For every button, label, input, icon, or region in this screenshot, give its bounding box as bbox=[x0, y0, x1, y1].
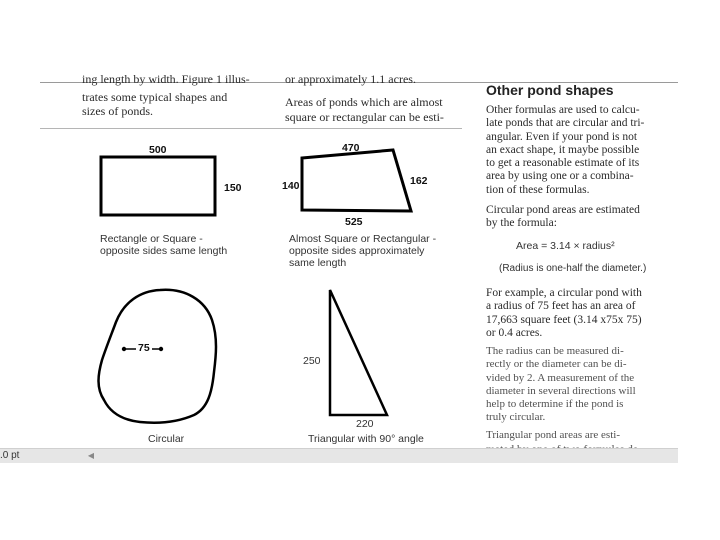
triangle-height-dim: 250 bbox=[303, 355, 321, 367]
circle-radius-dim: 75 bbox=[138, 342, 150, 354]
mid-line-1: Areas of ponds which are almost bbox=[285, 95, 443, 109]
paragraph-radius-measure bbox=[486, 345, 666, 425]
quad-top-dim: 470 bbox=[342, 142, 360, 154]
para4-line-4: diameter in several directions will bbox=[486, 384, 636, 397]
zoom-readout[interactable]: .0 pt bbox=[0, 450, 20, 461]
para3-line-1: For example, a circular pond with bbox=[486, 287, 642, 299]
paragraph-formulas bbox=[486, 104, 666, 197]
para4-line-3: vided by 2. A measurement of the bbox=[486, 371, 635, 384]
para1-line-5: to get a reasonable estimate of its bbox=[486, 157, 640, 170]
status-bar bbox=[0, 448, 678, 463]
paragraph-circular-intro bbox=[486, 204, 666, 231]
scroll-left-icon[interactable]: ◀ bbox=[87, 451, 95, 460]
left-cut-line: ing length by width. Figure 1 illus- bbox=[82, 72, 250, 86]
rect-caption bbox=[100, 233, 260, 257]
para3-line-3: 17,663 square feet (3.14 x75x 75) bbox=[486, 313, 642, 326]
para1-line-3: angular. Even if your pond is not bbox=[486, 130, 638, 143]
mid-line-2: square or rectangular can be esti- bbox=[285, 110, 444, 124]
quad-caption-line-3: same length bbox=[289, 257, 347, 269]
triangle-shape bbox=[330, 290, 387, 415]
circle-caption: Circular bbox=[148, 433, 185, 445]
para4-line-6: truly circular. bbox=[486, 411, 546, 424]
para1-line-1: Other formulas are used to calcu- bbox=[486, 104, 640, 116]
para2-line-1: Circular pond areas are estimated bbox=[486, 204, 640, 216]
paragraph-triangular bbox=[486, 429, 666, 442]
rect-caption-line-1: Rectangle or Square - bbox=[100, 233, 203, 245]
paragraph-example bbox=[486, 287, 666, 340]
rect-top-dim: 500 bbox=[149, 144, 167, 156]
para1-line-2: late ponds that are circular and tri- bbox=[486, 117, 645, 130]
left-line-2: sizes of ponds. bbox=[82, 104, 153, 118]
para1-line-7: tion of these formulas. bbox=[486, 183, 590, 196]
rect-caption-line-2: opposite sides same length bbox=[100, 245, 228, 257]
para3-line-2: a radius of 75 feet has an area of bbox=[486, 300, 636, 313]
para4-line-2: rectly or the diameter can be di- bbox=[486, 358, 627, 371]
irregular-circle-shape bbox=[99, 290, 217, 423]
mid-cut-line: or approximately 1.1 acres. bbox=[285, 72, 416, 86]
quad-caption bbox=[289, 233, 459, 269]
section-heading: Other pond shapes bbox=[486, 82, 614, 98]
quad-shape bbox=[302, 150, 411, 211]
para4-line-1: The radius can be measured di- bbox=[486, 345, 624, 357]
quad-bottom-dim: 525 bbox=[345, 216, 363, 228]
triangle-caption: Triangular with 90° angle bbox=[308, 433, 424, 445]
left-line-1: trates some typical shapes and bbox=[82, 90, 228, 104]
para4-line-5: help to determine if the pond is bbox=[486, 398, 624, 411]
quad-left-dim: 140 bbox=[282, 180, 300, 192]
triangle-base-dim: 220 bbox=[356, 418, 374, 430]
para1-line-6: area by using one or a combina- bbox=[486, 170, 634, 183]
para5-line-1: Triangular pond areas are esti- bbox=[486, 429, 620, 441]
quad-caption-line-2: opposite sides approximately bbox=[289, 245, 425, 257]
quad-right-dim: 162 bbox=[410, 175, 428, 187]
area-formula: Area = 3.14 × radius² bbox=[516, 240, 615, 252]
rectangle-shape bbox=[101, 157, 215, 215]
quad-caption-line-1: Almost Square or Rectangular - bbox=[289, 233, 437, 245]
para2-line-2: by the formula: bbox=[486, 217, 557, 230]
radius-note: (Radius is one-half the diameter.) bbox=[499, 263, 647, 274]
radius-center-dot bbox=[159, 347, 163, 351]
rect-side-dim: 150 bbox=[224, 182, 242, 194]
para1-line-4: an exact shape, it maybe possible bbox=[486, 143, 640, 156]
para3-line-4: or 0.4 acres. bbox=[486, 326, 543, 339]
